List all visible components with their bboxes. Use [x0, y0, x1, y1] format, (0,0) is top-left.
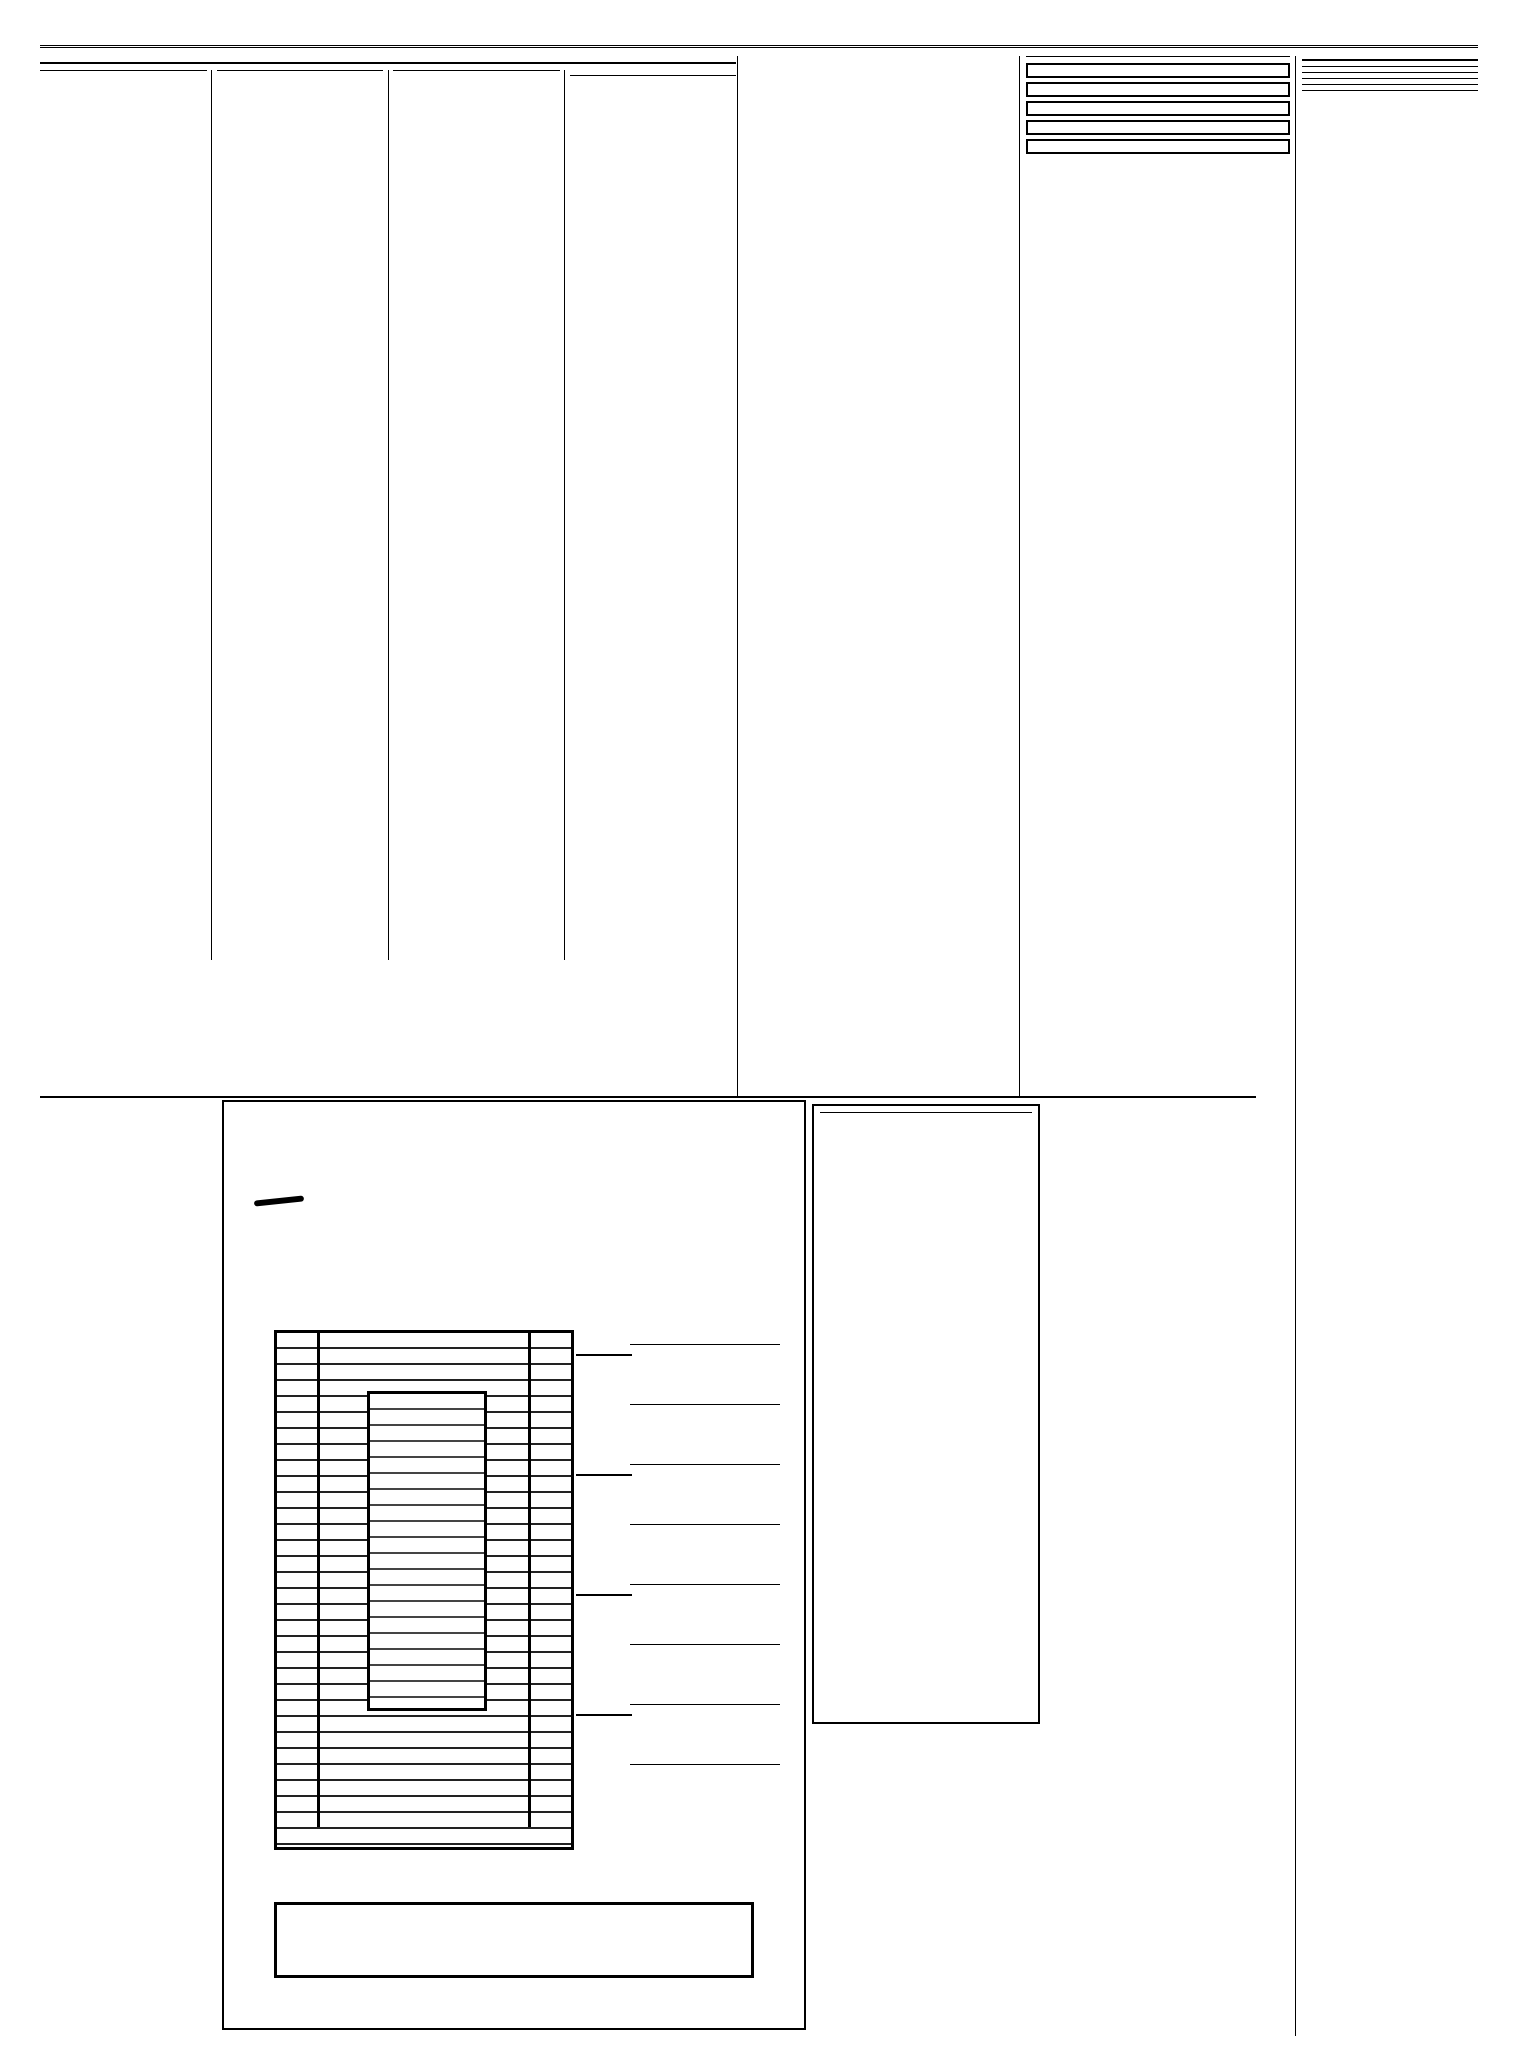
- subheading: [570, 75, 737, 76]
- ad-arrow: [576, 1474, 632, 1476]
- ad-feature: [630, 1702, 780, 1705]
- loan-deck: [40, 58, 736, 64]
- ad-arrow: [576, 1714, 632, 1716]
- column-rule: [1019, 56, 1020, 1096]
- loan-body: [40, 70, 736, 960]
- ad-feature: [630, 1522, 780, 1525]
- luxaflex-advertisement: [222, 1100, 806, 2030]
- notice-box: [1026, 63, 1290, 78]
- notice-box: [1026, 101, 1290, 116]
- mosque-subheadline: [1026, 56, 1290, 57]
- column-mosque-and-notices: [1026, 56, 1290, 1116]
- city-article-title: [1302, 56, 1478, 61]
- blind-cord: [528, 1333, 531, 1827]
- subheading: [1302, 66, 1478, 67]
- ad-bottom-box: [274, 1902, 754, 1978]
- section-rule: [40, 1096, 1256, 1098]
- tender-section: [812, 1104, 1040, 1724]
- column-rule: [1295, 56, 1296, 2036]
- ad-feature: [630, 1342, 780, 1345]
- notice-box: [1026, 82, 1290, 97]
- blind-window-frame: [367, 1391, 487, 1711]
- masthead: [40, 14, 1478, 48]
- ad-arrow: [576, 1354, 632, 1356]
- subheading: [393, 70, 560, 71]
- ad-arrow: [576, 1594, 632, 1596]
- ad-feature: [630, 1402, 780, 1405]
- subheading: [40, 70, 207, 71]
- ad-feature: [630, 1642, 780, 1645]
- subheading: [217, 70, 384, 71]
- subheading: [1302, 90, 1478, 91]
- column-city-article: [1302, 56, 1478, 2036]
- notice-box: [1026, 120, 1290, 135]
- subheading: [1302, 78, 1478, 79]
- notice-box: [1026, 139, 1290, 154]
- blind-cord: [317, 1333, 320, 1827]
- ad-feature: [630, 1582, 780, 1585]
- column-parliament-speech: [744, 56, 1014, 1096]
- loan-article: [40, 56, 736, 1096]
- venetian-blind-illustration: [274, 1330, 574, 1850]
- tender-title: [820, 1112, 1032, 1113]
- subheading: [1302, 72, 1478, 73]
- ad-feature: [630, 1462, 780, 1465]
- column-rule: [737, 56, 738, 1096]
- ad-feature: [630, 1762, 780, 1765]
- ad-brand-logo: [254, 1195, 304, 1206]
- subheading: [1302, 84, 1478, 85]
